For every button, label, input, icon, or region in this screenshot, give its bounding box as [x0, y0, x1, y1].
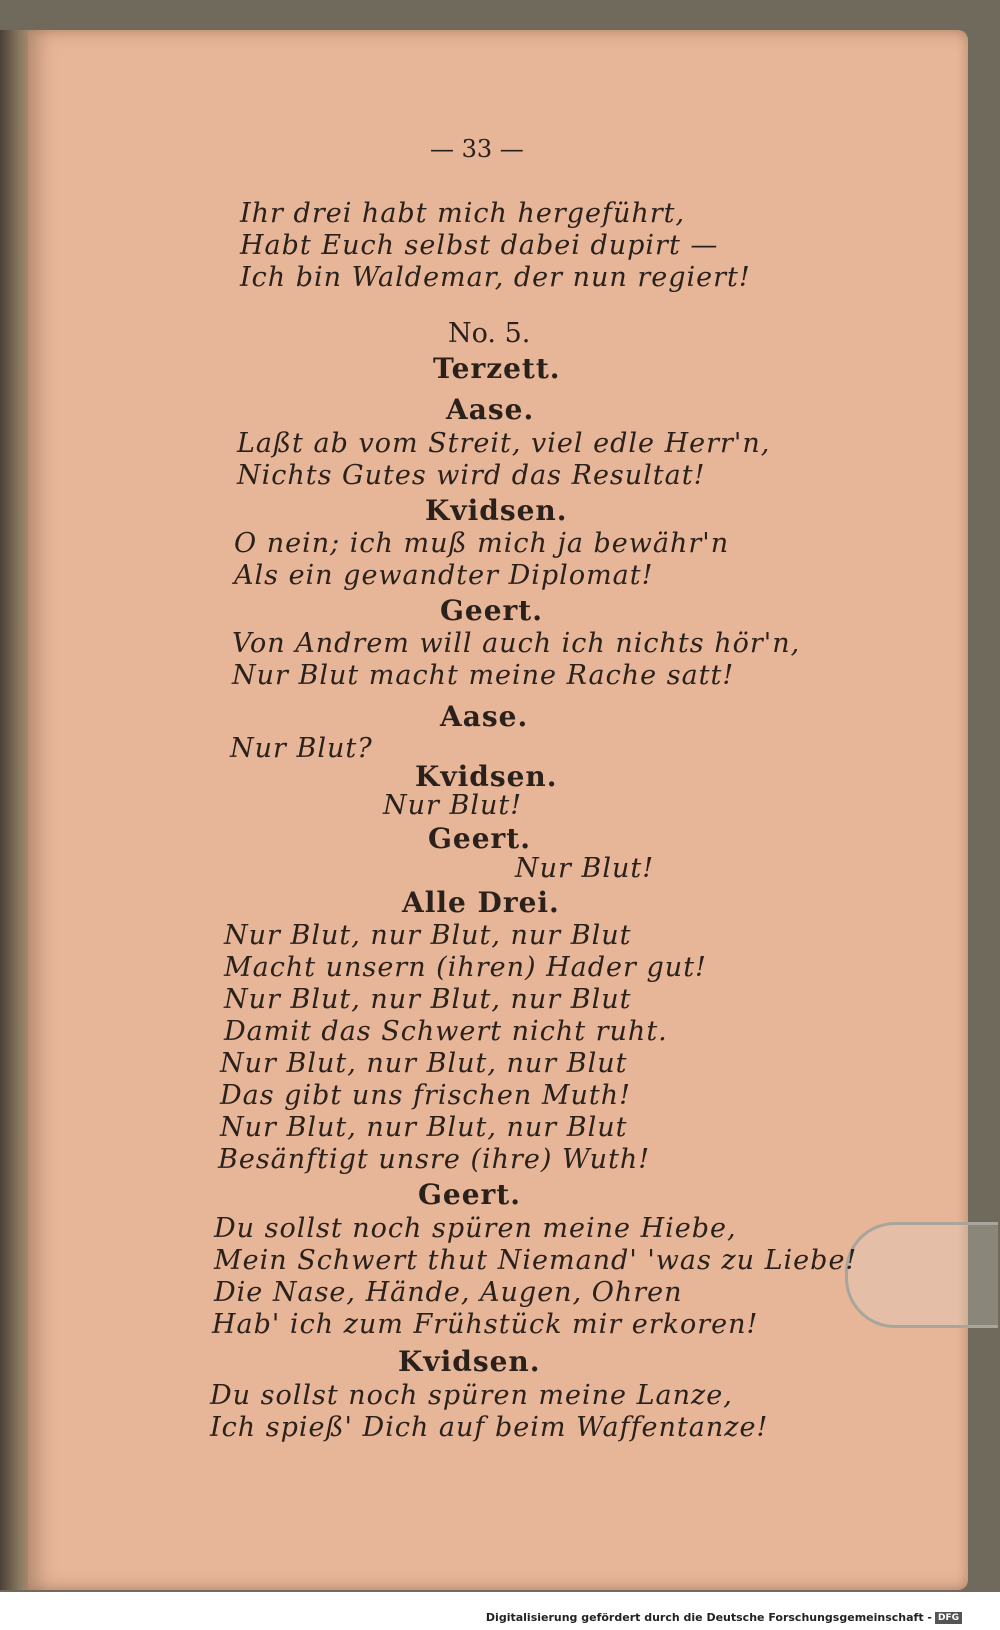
- verse-line: Nichts Gutes wird das Resultat!: [237, 460, 706, 491]
- verse-line: Von Andrem will auch ich nichts hör'n,: [232, 628, 801, 659]
- verse-line: Ich bin Waldemar, der nun regiert!: [240, 262, 751, 293]
- verse-line: Nur Blut, nur Blut, nur Blut: [220, 1112, 628, 1143]
- speaker-name: Geert.: [440, 594, 543, 627]
- speaker-name: Aase.: [446, 393, 535, 426]
- speaker-name: Aase.: [440, 700, 529, 733]
- verse-line: Das gibt uns frischen Muth!: [220, 1080, 632, 1111]
- verse-line: Nur Blut, nur Blut, nur Blut: [224, 920, 632, 951]
- verse-line: Mein Schwert thut Niemand' 'was zu Liebe!: [214, 1245, 858, 1276]
- verse-line: Ich spieß' Dich auf beim Waffentanze!: [210, 1412, 769, 1443]
- speaker-name: Kvidsen.: [425, 494, 568, 527]
- verse-line: Ihr drei habt mich hergeführt,: [240, 198, 686, 229]
- footer-credit: [486, 1611, 962, 1624]
- speaker-name: Kvidsen.: [415, 760, 558, 793]
- verse-line: Nur Blut macht meine Rache satt!: [232, 660, 735, 691]
- verse-line: Macht unsern (ihren) Hader gut!: [224, 952, 707, 983]
- verse-line: Als ein gewandter Diplomat!: [234, 560, 654, 591]
- speaker-name: Alle Drei.: [402, 886, 560, 919]
- footer-text: Digitalisierung gefördert durch die Deutsche Forschungsgemeinschaft -: [485, 1611, 932, 1624]
- verse-line: Nur Blut, nur Blut, nur Blut: [224, 984, 632, 1015]
- speaker-name: Geert.: [418, 1178, 521, 1211]
- verse-line: Die Nase, Hände, Augen, Ohren: [214, 1277, 683, 1308]
- verse-line: Laßt ab vom Streit, viel edle Herr'n,: [237, 428, 771, 459]
- verse-line: Nur Blut, nur Blut, nur Blut: [220, 1048, 628, 1079]
- verse-line: Du sollst noch spüren meine Lanze,: [210, 1380, 733, 1411]
- verse-line: Nur Blut!: [515, 853, 655, 884]
- verse-line: Damit das Schwert nicht ruht.: [224, 1016, 668, 1047]
- number-label: No. 5.: [448, 318, 531, 349]
- section-title: Terzett.: [433, 352, 561, 385]
- dfg-logo: DFG: [935, 1612, 962, 1624]
- verse-line: O nein; ich muß mich ja bewähr'n: [234, 528, 730, 559]
- speaker-name: Kvidsen.: [398, 1345, 541, 1378]
- verse-line: Nur Blut?: [230, 733, 373, 764]
- verse-line: Habt Euch selbst dabei dupirt —: [240, 230, 719, 261]
- verse-line: Du sollst noch spüren meine Hiebe,: [214, 1213, 737, 1244]
- page-clip: [845, 1222, 998, 1328]
- verse-line: Hab' ich zum Frühstück mir erkoren!: [212, 1309, 759, 1340]
- page-number: — 33 —: [430, 135, 524, 163]
- verse-line: Nur Blut!: [383, 790, 523, 821]
- speaker-name: Geert.: [428, 822, 531, 855]
- verse-line: Besänftigt unsre (ihre) Wuth!: [218, 1144, 651, 1175]
